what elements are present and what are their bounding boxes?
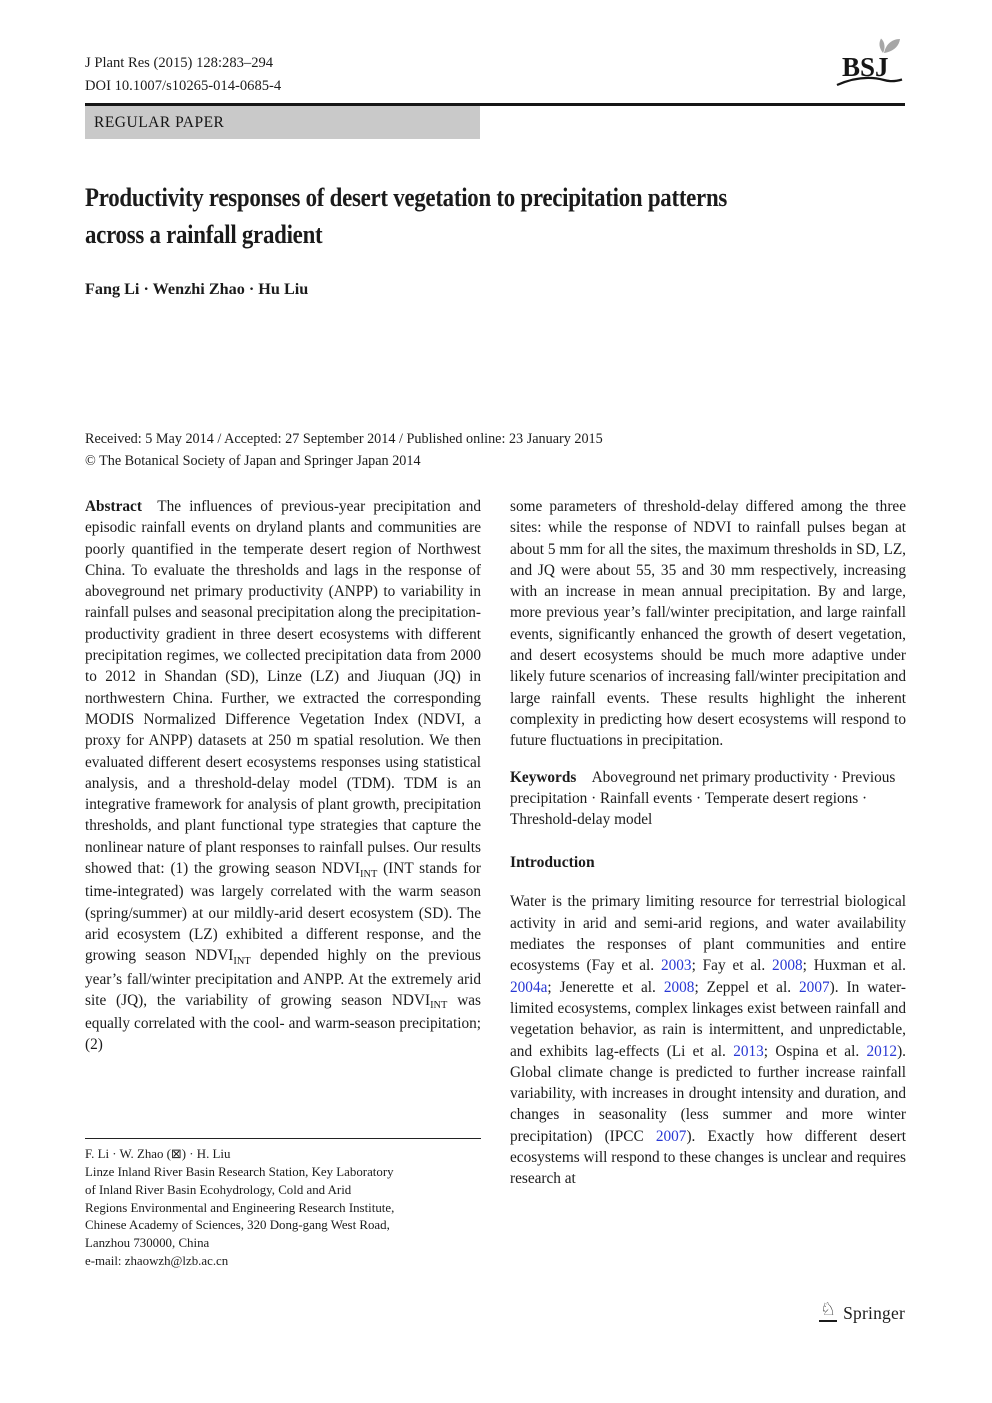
leaf-icon: [884, 39, 900, 53]
citation-link[interactable]: 2003: [660, 957, 692, 975]
citation-link[interactable]: 2007: [655, 1127, 687, 1145]
introduction-paragraph: Water is the primary limiting resource for terrestrial biological activity in arid and semi-arid regions, and water availability mediates the responses of plant communities and entire ecosystems (Fay et al. 2003; Fay et al. 2008; Huxman et al. 2004a; Jenerette et al. 2008; Zeppel et al. 2007). In water-limited ecosystems, complex linkages exist between rainfall and vegetation behavior, as rain is intermittent, and unpredictable, and exhibits lag-effects (Li et al. 2013; Ospina et al. 2012). Global climate change is predicted to further increase rainfall variability, with increases in drought intensity and duration, and changes in seasonality (less summer and more winter precipitation) (IPCC 2007). Exactly how different desert ecosystems will respond to these changes is unclear and requires research at: [510, 893, 906, 1188]
article-type-label: REGULAR PAPER: [94, 113, 225, 131]
bold-run: Keywords: [510, 768, 577, 786]
received-accepted-line: Received: 5 May 2014 / Accepted: 27 September 2014 / Published online: 23 January 2015: [85, 431, 603, 447]
footnote-line: Lanzhou 730000, China: [85, 1235, 210, 1250]
citation-link[interactable]: 2013: [733, 1042, 764, 1060]
section-heading-introduction: Introduction: [510, 854, 595, 872]
keywords-paragraph: Keywords Aboveground net primary productivity · Previous precipitation · Rainfall events · Temperate desert regions · Threshold-delay model: [510, 768, 896, 829]
doi-line: DOI 10.1007/s10265-014-0685-4: [85, 77, 282, 94]
footnote-line: Linze Inland River Basin Research Station, Key Laboratory: [85, 1165, 394, 1180]
leaf-icon: [879, 39, 884, 54]
publisher-footer: [819, 1301, 905, 1322]
footnote-line: Regions Environmental and Engineering Research Institute,: [85, 1200, 395, 1215]
citation-link[interactable]: 2012: [866, 1042, 898, 1060]
article-type-band: [85, 106, 480, 139]
abstract-paragraph: Abstract The influences of previous-year precipitation and episodic rainfall events on dryland plants and communities are poorly quantified in the temperate desert region of Northwest China. To evaluate the thresholds and lags in the response of aboveground net primary productivity (ANPP) to variability in rainfall pulses and seasonal precipitation along the precipitation-productivity gradient in three desert ecosystems with different precipitation regimes, we collected precipitation data from 2000 to 2012 in Shandan (SD), Linze (LZ) and Jiuquan (JQ) in northwestern China. Further, we extracted the corresponding MODIS Normalized Difference Vegetation Index (NDVI, a proxy for ANPP) datasets at 250 m spatial resolution. We then evaluated different desert ecosystems responses using statistical analysis, and a threshold-delay model (TDM). TDM is an integrative framework for analysis of plant growth, precipitation thresholds, and plant functional type strategies that capture the nonlinear nature of plant responses to rainfall pulses. Our results showed that: (1) the growing season $NDVI_{INT}$ (INT stands for time-integrated) was largely correlated with the warm season (spring/summer) at our mildly-arid desert ecosystem (SD). The arid ecosystem (LZ) exhibited a different response, and the growing season $NDVI_{INT}$ depended highly on the previous year’s fall/winter precipitation and ANPP. At the extremely arid site (JQ), the variability of growing season $NDVI_{INT}$ was equally correlated with the cool- and warm-season precipitation; (2): [85, 498, 481, 1054]
footnote-line: F. Li · W. Zhao (⊠) · H. Liu: [85, 1147, 231, 1162]
article-title: Productivity responses of desert vegetation to precipitation patterns across a rainfall gradient: [85, 183, 728, 249]
citation-link[interactable]: 2008: [663, 978, 695, 996]
bsj-logo: [834, 38, 908, 96]
footnote-line: e-mail: zhaowzh@lzb.ac.cn: [85, 1253, 229, 1268]
citation-link[interactable]: 2008: [772, 957, 803, 975]
subscript-run: INT: [360, 868, 378, 880]
springer-knight-icon: ♘: [819, 1299, 837, 1320]
bsj-logo-graphic: [834, 38, 908, 96]
bold-run: Abstract: [85, 498, 142, 515]
author-list: Fang Li · Wenzhi Zhao · Hu Liu: [85, 280, 309, 298]
abstract-continuation: some parameters of threshold-delay differed among the three sites: while the response of NDVI to rainfall pulses began at about 5 mm for all the sites, the maximum thresholds in SD, LZ, and JQ were about 55, 35 and 30 mm respectively, increasing with an increase in mean annual precipitation. By and large, more previous year’s fall/winter precipitation, and large rainfall events, significantly enhanced the growth of desert vegetation, and desert ecosystems should be much more adaptive under likely future scenarios of increasing fall/winter precipitation and large rainfall events. These results highlight the inherent complexity in predicting how desert ecosystems will respond to future fluctuations in precipitation.: [510, 498, 906, 750]
journal-citation: J Plant Res (2015) 128:283–294: [85, 55, 274, 71]
footnote-rule: [85, 1138, 481, 1139]
footnote-text: [85, 1146, 481, 1270]
right-column: [510, 496, 906, 1190]
citation-link[interactable]: 2007: [799, 978, 830, 996]
masthead: [85, 52, 281, 97]
subscript-run: INT: [233, 955, 251, 967]
publisher-name: Springer: [843, 1302, 905, 1323]
bsj-logo-text: BSJ: [842, 52, 889, 82]
subscript-run: INT: [430, 1000, 448, 1012]
publication-dates: [85, 429, 603, 473]
footnote-line: of Inland River Basin Ecohydrology, Cold and Arid: [85, 1182, 352, 1197]
citation-link[interactable]: 2004a: [510, 978, 548, 996]
correspondence-footnote: [85, 1138, 481, 1270]
copyright-line: © The Botanical Society of Japan and Springer Japan 2014: [85, 452, 421, 469]
footnote-line: Chinese Academy of Sciences, 320 Dong-gang West Road,: [85, 1218, 390, 1233]
left-column: [85, 496, 481, 1056]
